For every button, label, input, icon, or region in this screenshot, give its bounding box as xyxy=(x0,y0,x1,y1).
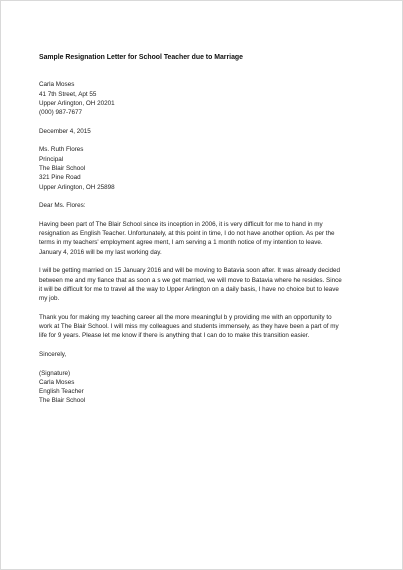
salutation-text: Dear Ms. Flores: xyxy=(39,202,86,210)
sender-name: Carla Moses xyxy=(39,81,75,89)
recipient-city: Upper Arlington, OH 25898 xyxy=(39,183,115,191)
paragraph-line: my job. xyxy=(39,295,60,303)
paragraph-line: Having been part of The Blair School since its inception in 2006, it is very difficult for me to hand in my xyxy=(39,220,323,228)
recipient-name: Ms. Ruth Flores xyxy=(39,146,84,154)
recipient-title: Principal xyxy=(39,155,64,163)
paragraph-line: between me and my fiance that as soon a s we get married, we will move to Batavia where he resides. Since xyxy=(39,276,342,284)
closing xyxy=(39,350,369,359)
body-paragraph-1 xyxy=(39,220,369,257)
paragraph-line: it will be difficult for me to travel all the way to Upper Arlington on a daily basis, I have no choice but to leave xyxy=(39,285,339,293)
sender-address xyxy=(39,80,369,117)
body-paragraph-2 xyxy=(39,266,369,303)
paragraph-line: life for 9 years. Please let me know if there is anything that I can do to make this transition easier. xyxy=(39,332,310,340)
recipient-organization: The Blair School xyxy=(39,164,86,172)
sender-street: 41 7th Street, Apt 55 xyxy=(39,90,97,98)
signature-placeholder: (Signature) xyxy=(39,369,71,377)
letter-date xyxy=(39,127,369,136)
closing-text: Sincerely, xyxy=(39,350,67,358)
signature-block xyxy=(39,369,369,406)
signature-name: Carla Moses xyxy=(39,378,75,386)
paragraph-line: terms in my teachers' employment agree ment, I am serving a 1 month notice of my intention to leave. xyxy=(39,239,323,247)
date-text: December 4, 2015 xyxy=(39,127,91,135)
signature-title: English Teacher xyxy=(39,388,84,396)
sender-city: Upper Arlington, OH 20201 xyxy=(39,99,115,107)
paragraph-line: work at The Blair School. I will miss my colleagues and students immensely, as they have been a part of my xyxy=(39,323,339,331)
paragraph-line: resignation as English Teacher. Unfortunately, at this point in time, I do not have another option. As per the xyxy=(39,230,335,238)
sender-phone: (000) 987-7677 xyxy=(39,109,83,117)
recipient-street: 321 Pine Road xyxy=(39,174,81,182)
letter-title: Sample Resignation Letter for School Teacher due to Marriage xyxy=(39,54,243,61)
salutation xyxy=(39,201,369,210)
paragraph-line: I will be getting married on 15 January 2016 and will be moving to Batavia soon after. It was already decided xyxy=(39,267,341,275)
paragraph-line: Thank you for making my teaching career all the more meaningful b y providing me with an opportunity to xyxy=(39,313,332,321)
recipient-address xyxy=(39,145,369,191)
paragraph-line: January 4, 2016 will be my last working day. xyxy=(39,248,162,256)
letter-content xyxy=(39,53,369,415)
signature-organization: The Blair School xyxy=(39,397,86,405)
body-paragraph-3 xyxy=(39,313,369,341)
